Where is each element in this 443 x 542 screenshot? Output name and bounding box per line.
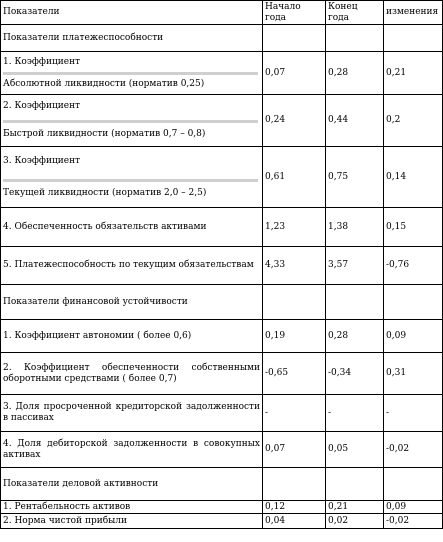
end-value: -: [326, 395, 384, 432]
table-row: [1, 320, 443, 353]
indicator-label: 5. Платежеспособность по текущим обязательствам: [1, 247, 263, 285]
indicator-label-line1: 3. Коэффициент: [3, 155, 81, 166]
separator-line: [3, 72, 258, 75]
end-value: 0,75: [326, 147, 384, 208]
table-row: [1, 52, 443, 95]
start-value: 1,23: [263, 208, 326, 247]
end-value: -0,34: [326, 353, 384, 395]
indicator-label: 2. Норма чистой прибыли: [1, 514, 263, 529]
separator-line: [3, 120, 258, 123]
start-value: 0,24: [263, 95, 326, 147]
section-label: Показатели платежеспособности: [1, 25, 263, 52]
end-value: 0,21: [326, 501, 384, 514]
start-value: 4,33: [263, 247, 326, 285]
header-row: [1, 1, 443, 25]
section-label: Показатели финансовой устойчивости: [1, 285, 263, 320]
section-row: [1, 285, 443, 320]
change-value: 0,09: [384, 501, 443, 514]
section-row: [1, 25, 443, 52]
start-value: 0,19: [263, 320, 326, 353]
end-value: 0,28: [326, 52, 384, 95]
end-value: 0,02: [326, 514, 384, 529]
change-value: 0,21: [384, 52, 443, 95]
change-value: 0,15: [384, 208, 443, 247]
end-value: 0,28: [326, 320, 384, 353]
change-value: -0,02: [384, 432, 443, 468]
start-value: 0,12: [263, 501, 326, 514]
start-value: 0,61: [263, 147, 326, 208]
indicator-label: 4. Доля дебиторской задолженности в совокупных активах: [1, 432, 263, 468]
indicator-label-line2: Абсолютной ликвидности (норматив 0,25): [3, 78, 205, 89]
change-value: -0,76: [384, 247, 443, 285]
end-value: 0,44: [326, 95, 384, 147]
header-start-year: Начало года: [263, 1, 326, 25]
indicator-label: 1. Рентабельность активов: [1, 501, 263, 514]
indicator-label: [1, 95, 263, 147]
table-row: [1, 247, 443, 285]
table-row: [1, 514, 443, 529]
table-row: [1, 147, 443, 208]
end-value: 3,57: [326, 247, 384, 285]
indicator-label-line2: Текущей ликвидности (норматив 2,0 – 2,5): [3, 187, 207, 198]
start-value: 0,04: [263, 514, 326, 529]
end-value: 1,38: [326, 208, 384, 247]
change-value: 0,31: [384, 353, 443, 395]
start-value: -0,65: [263, 353, 326, 395]
change-value: 0,2: [384, 95, 443, 147]
start-value: 0,07: [263, 432, 326, 468]
table-row: [1, 208, 443, 247]
end-value: 0,05: [326, 432, 384, 468]
table-row: [1, 395, 443, 432]
indicator-label-line2: Быстрой ликвидности (норматив 0,7 – 0,8): [3, 129, 206, 139]
change-value: 0,14: [384, 147, 443, 208]
table-row: [1, 95, 443, 147]
indicator-label: 3. Доля просроченной кредиторской задолженности в пассивах: [1, 395, 263, 432]
indicator-label: 1. Коэффициент автономии ( более 0,6): [1, 320, 263, 353]
indicator-label: 2. Коэффициент обеспеченности собственными оборотными средствами ( более 0,7): [1, 353, 263, 395]
change-value: 0,09: [384, 320, 443, 353]
change-value: -: [384, 395, 443, 432]
start-value: 0,07: [263, 52, 326, 95]
table-row: [1, 353, 443, 395]
indicator-label-line1: 2. Коэффициент: [3, 101, 81, 111]
indicator-label-line1: 1. Коэффициент: [3, 56, 81, 67]
header-indicators: Показатели: [1, 1, 263, 25]
table-row: [1, 432, 443, 468]
indicator-label: [1, 52, 263, 95]
header-change: изменения: [384, 1, 443, 25]
indicator-label: 4. Обеспеченность обязательств активами: [1, 208, 263, 247]
change-value: -0,02: [384, 514, 443, 529]
header-end-year: Конец года: [326, 1, 384, 25]
table-row: [1, 501, 443, 514]
section-row: [1, 468, 443, 501]
start-value: -: [263, 395, 326, 432]
separator-line: [3, 179, 258, 182]
section-label: Показатели деловой активности: [1, 468, 263, 501]
indicator-label: [1, 147, 263, 208]
